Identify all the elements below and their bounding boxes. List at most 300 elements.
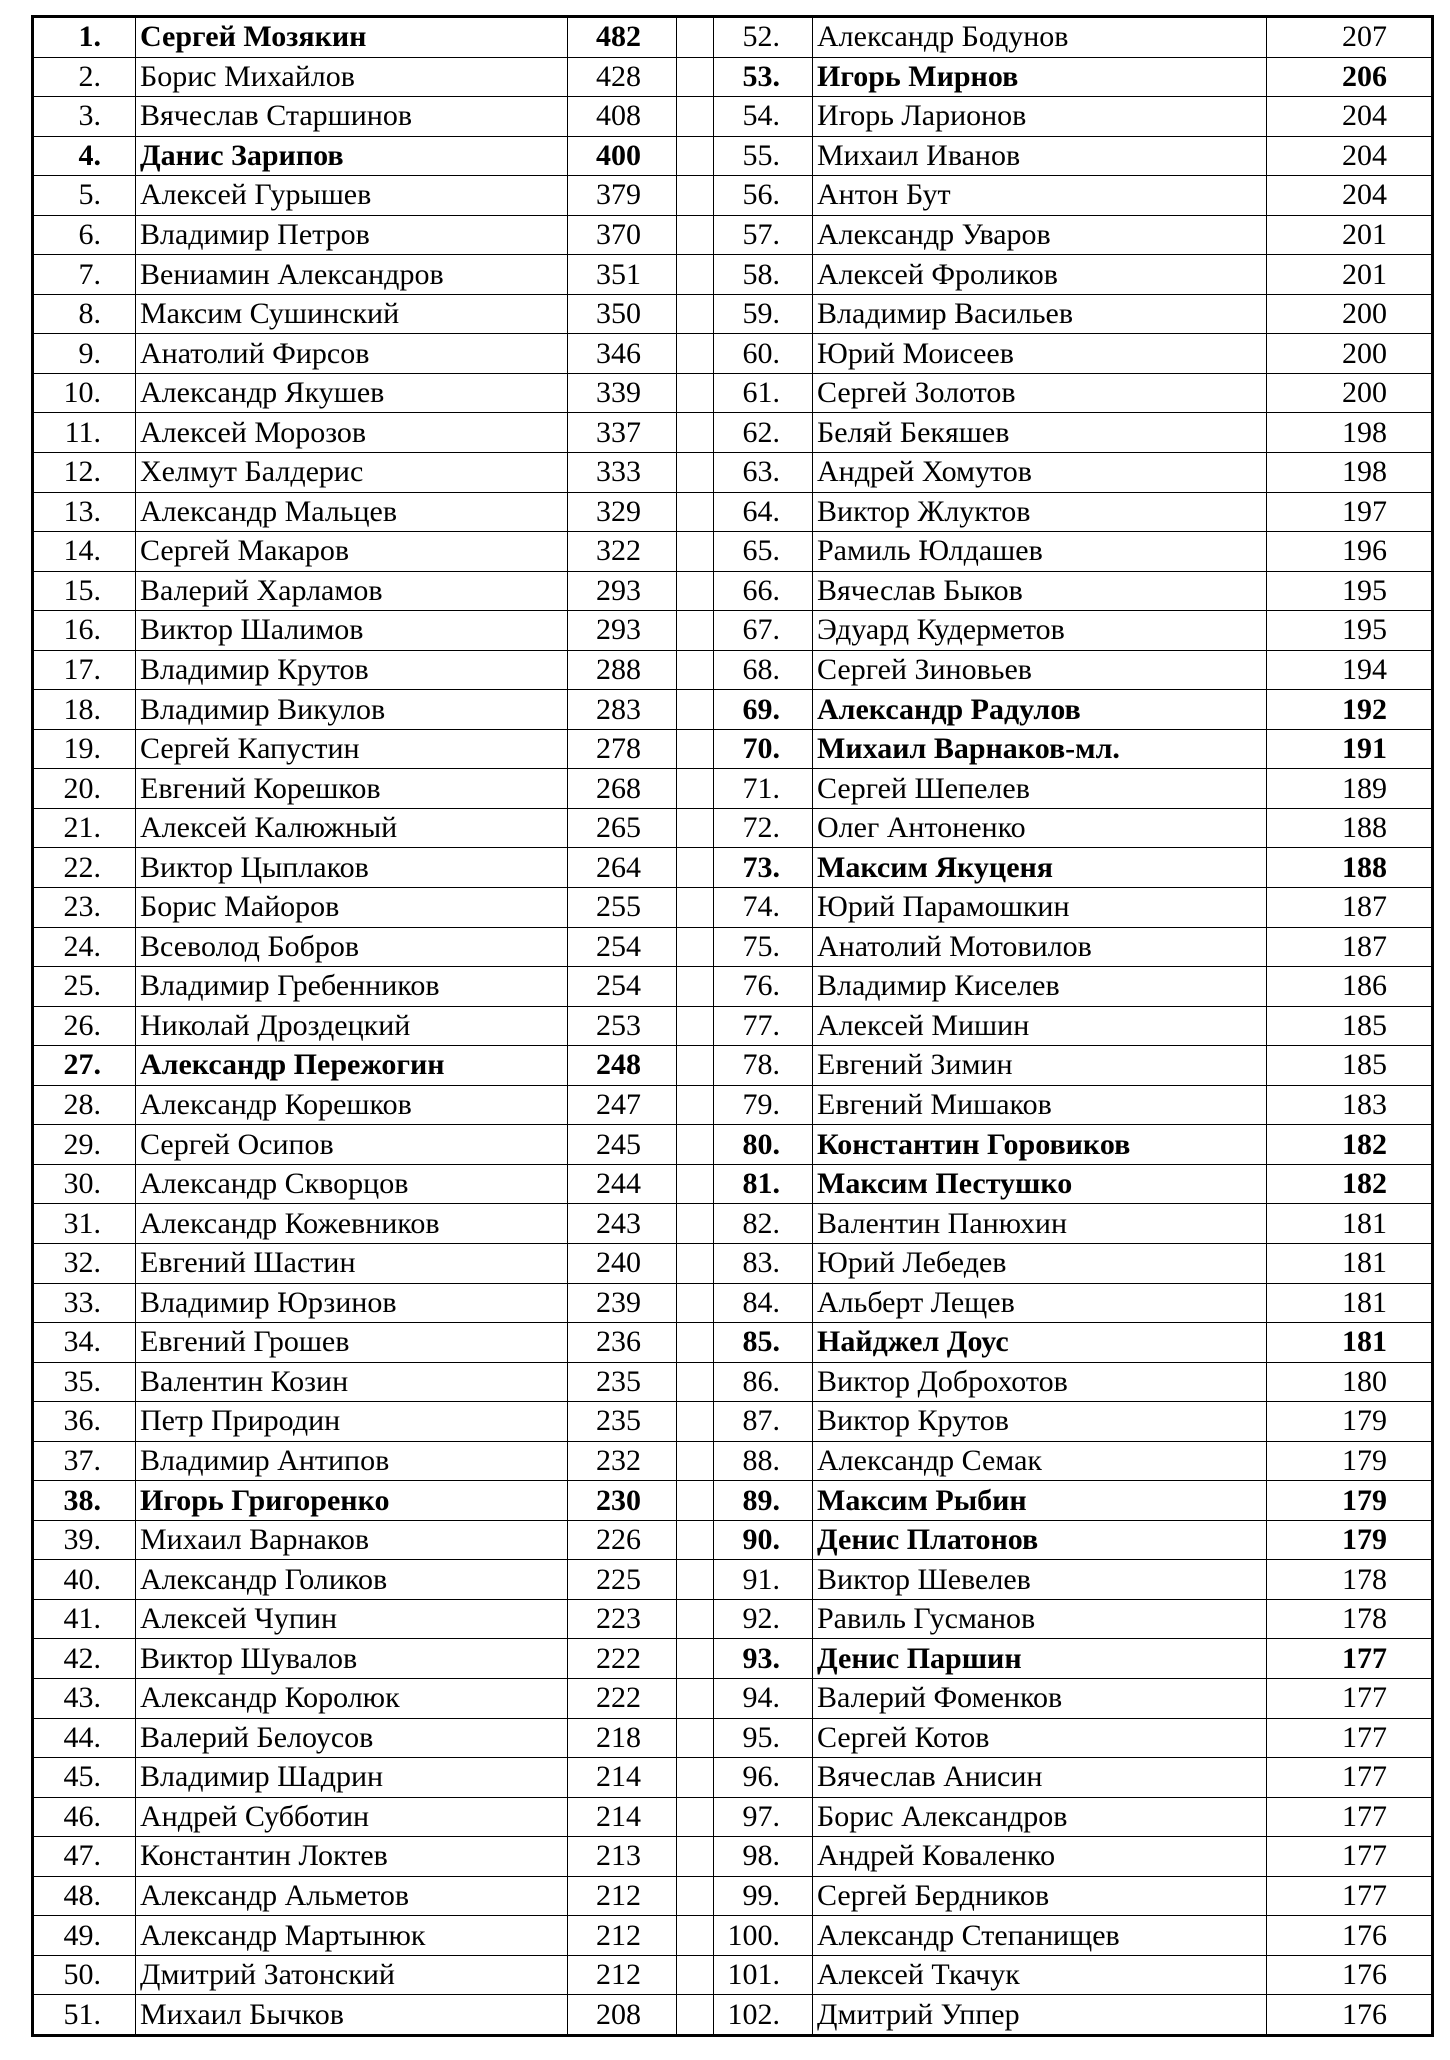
- right-rank-cell: 82.: [714, 1204, 813, 1244]
- right-rank-cell: 91.: [714, 1560, 813, 1600]
- table-row: [33, 808, 1433, 848]
- column-gap-cell: [677, 729, 714, 769]
- column-gap-cell: [677, 17, 714, 58]
- column-gap-cell: [677, 1204, 714, 1244]
- right-name-cell: Сергей Котов: [813, 1718, 1267, 1758]
- left-name-cell: Владимир Антипов: [136, 1441, 568, 1481]
- left-name-cell: Алексей Калюжный: [136, 808, 568, 848]
- left-score-cell: 222: [568, 1678, 677, 1718]
- right-name-cell: Вячеслав Анисин: [813, 1758, 1267, 1798]
- right-score-cell: 183: [1267, 1085, 1433, 1125]
- right-rank-cell: 56.: [714, 176, 813, 216]
- table-row: [33, 1243, 1433, 1283]
- left-score-cell: 255: [568, 888, 677, 928]
- left-score-cell: 245: [568, 1125, 677, 1165]
- table-row: [33, 176, 1433, 216]
- right-rank-cell: 94.: [714, 1678, 813, 1718]
- right-rank-cell: 88.: [714, 1441, 813, 1481]
- right-score-cell: 204: [1267, 176, 1433, 216]
- table-row: [33, 532, 1433, 572]
- left-score-cell: 350: [568, 294, 677, 334]
- table-row: [33, 1995, 1433, 2036]
- right-score-cell: 196: [1267, 532, 1433, 572]
- left-score-cell: 212: [568, 1916, 677, 1956]
- table-row: [33, 255, 1433, 295]
- right-name-cell: Рамиль Юлдашев: [813, 532, 1267, 572]
- left-score-cell: 293: [568, 611, 677, 651]
- table-row: [33, 729, 1433, 769]
- right-rank-cell: 92.: [714, 1599, 813, 1639]
- left-rank-cell: 48.: [33, 1876, 136, 1916]
- right-name-cell: Виктор Доброхотов: [813, 1362, 1267, 1402]
- right-rank-cell: 53.: [714, 57, 813, 97]
- left-score-cell: 235: [568, 1362, 677, 1402]
- left-rank-cell: 9.: [33, 334, 136, 374]
- left-score-cell: 240: [568, 1243, 677, 1283]
- table-row: [33, 1164, 1433, 1204]
- right-score-cell: 176: [1267, 1995, 1433, 2036]
- right-score-cell: 181: [1267, 1283, 1433, 1323]
- column-gap-cell: [677, 1678, 714, 1718]
- table-row: [33, 1362, 1433, 1402]
- left-score-cell: 293: [568, 571, 677, 611]
- left-score-cell: 379: [568, 176, 677, 216]
- left-rank-cell: 15.: [33, 571, 136, 611]
- left-name-cell: Александр Пережогин: [136, 1046, 568, 1086]
- right-name-cell: Альберт Лещев: [813, 1283, 1267, 1323]
- left-rank-cell: 41.: [33, 1599, 136, 1639]
- right-rank-cell: 58.: [714, 255, 813, 295]
- right-name-cell: Алексей Мишин: [813, 1006, 1267, 1046]
- right-rank-cell: 54.: [714, 97, 813, 137]
- right-name-cell: Беляй Бекяшев: [813, 413, 1267, 453]
- left-rank-cell: 35.: [33, 1362, 136, 1402]
- right-rank-cell: 52.: [714, 17, 813, 58]
- left-name-cell: Владимир Шадрин: [136, 1758, 568, 1798]
- table-row: [33, 215, 1433, 255]
- left-name-cell: Владимир Петров: [136, 215, 568, 255]
- table-row: [33, 1560, 1433, 1600]
- left-score-cell: 264: [568, 848, 677, 888]
- right-rank-cell: 97.: [714, 1797, 813, 1837]
- right-score-cell: 181: [1267, 1243, 1433, 1283]
- right-rank-cell: 78.: [714, 1046, 813, 1086]
- column-gap-cell: [677, 255, 714, 295]
- left-rank-cell: 19.: [33, 729, 136, 769]
- right-score-cell: 187: [1267, 888, 1433, 928]
- right-name-cell: Алексей Ткачук: [813, 1955, 1267, 1995]
- right-score-cell: 182: [1267, 1125, 1433, 1165]
- table-row: [33, 650, 1433, 690]
- table-row: [33, 967, 1433, 1007]
- right-name-cell: Денис Платонов: [813, 1520, 1267, 1560]
- right-name-cell: Александр Бодунов: [813, 17, 1267, 58]
- column-gap-cell: [677, 571, 714, 611]
- left-score-cell: 337: [568, 413, 677, 453]
- left-name-cell: Александр Королюк: [136, 1678, 568, 1718]
- left-score-cell: 265: [568, 808, 677, 848]
- left-name-cell: Александр Мартынюк: [136, 1916, 568, 1956]
- column-gap-cell: [677, 1362, 714, 1402]
- right-name-cell: Эдуард Кудерметов: [813, 611, 1267, 651]
- left-score-cell: 214: [568, 1797, 677, 1837]
- left-score-cell: 482: [568, 17, 677, 58]
- left-score-cell: 329: [568, 492, 677, 532]
- left-name-cell: Петр Природин: [136, 1402, 568, 1442]
- right-name-cell: Александр Радулов: [813, 690, 1267, 730]
- table-body: [33, 17, 1433, 2036]
- right-name-cell: Алексей Фроликов: [813, 255, 1267, 295]
- left-rank-cell: 4.: [33, 136, 136, 176]
- right-rank-cell: 65.: [714, 532, 813, 572]
- right-score-cell: 201: [1267, 215, 1433, 255]
- left-rank-cell: 22.: [33, 848, 136, 888]
- right-score-cell: 177: [1267, 1876, 1433, 1916]
- left-name-cell: Борис Михайлов: [136, 57, 568, 97]
- right-score-cell: 200: [1267, 334, 1433, 374]
- column-gap-cell: [677, 1837, 714, 1877]
- left-score-cell: 222: [568, 1639, 677, 1679]
- right-score-cell: 182: [1267, 1164, 1433, 1204]
- table-row: [33, 1402, 1433, 1442]
- column-gap-cell: [677, 57, 714, 97]
- left-name-cell: Алексей Морозов: [136, 413, 568, 453]
- table-row: [33, 1599, 1433, 1639]
- left-score-cell: 212: [568, 1955, 677, 1995]
- left-score-cell: 346: [568, 334, 677, 374]
- right-name-cell: Сергей Шепелев: [813, 769, 1267, 809]
- right-rank-cell: 61.: [714, 373, 813, 413]
- right-name-cell: Евгений Мишаков: [813, 1085, 1267, 1125]
- table-row: [33, 1639, 1433, 1679]
- right-score-cell: 200: [1267, 294, 1433, 334]
- right-rank-cell: 96.: [714, 1758, 813, 1798]
- right-name-cell: Сергей Золотов: [813, 373, 1267, 413]
- left-rank-cell: 5.: [33, 176, 136, 216]
- right-score-cell: 179: [1267, 1481, 1433, 1521]
- right-score-cell: 195: [1267, 611, 1433, 651]
- right-name-cell: Виктор Жлуктов: [813, 492, 1267, 532]
- left-name-cell: Сергей Мозякин: [136, 17, 568, 58]
- right-score-cell: 187: [1267, 927, 1433, 967]
- left-score-cell: 226: [568, 1520, 677, 1560]
- column-gap-cell: [677, 1441, 714, 1481]
- column-gap-cell: [677, 1520, 714, 1560]
- table-row: [33, 136, 1433, 176]
- left-rank-cell: 24.: [33, 927, 136, 967]
- right-score-cell: 185: [1267, 1046, 1433, 1086]
- left-score-cell: 351: [568, 255, 677, 295]
- right-rank-cell: 64.: [714, 492, 813, 532]
- column-gap-cell: [677, 1639, 714, 1679]
- right-rank-cell: 72.: [714, 808, 813, 848]
- right-name-cell: Валентин Панюхин: [813, 1204, 1267, 1244]
- table-row: [33, 492, 1433, 532]
- left-name-cell: Алексей Гурышев: [136, 176, 568, 216]
- left-name-cell: Виктор Цыплаков: [136, 848, 568, 888]
- column-gap-cell: [677, 888, 714, 928]
- column-gap-cell: [677, 1164, 714, 1204]
- column-gap-cell: [677, 1125, 714, 1165]
- column-gap-cell: [677, 1006, 714, 1046]
- left-score-cell: 408: [568, 97, 677, 137]
- column-gap-cell: [677, 1876, 714, 1916]
- column-gap-cell: [677, 532, 714, 572]
- left-name-cell: Владимир Викулов: [136, 690, 568, 730]
- left-rank-cell: 11.: [33, 413, 136, 453]
- right-rank-cell: 63.: [714, 453, 813, 493]
- right-rank-cell: 74.: [714, 888, 813, 928]
- left-rank-cell: 28.: [33, 1085, 136, 1125]
- left-name-cell: Хелмут Балдерис: [136, 453, 568, 493]
- left-rank-cell: 36.: [33, 1402, 136, 1442]
- right-name-cell: Найджел Доус: [813, 1323, 1267, 1363]
- left-score-cell: 213: [568, 1837, 677, 1877]
- right-score-cell: 200: [1267, 373, 1433, 413]
- right-name-cell: Борис Александров: [813, 1797, 1267, 1837]
- left-rank-cell: 23.: [33, 888, 136, 928]
- left-name-cell: Дмитрий Затонский: [136, 1955, 568, 1995]
- right-score-cell: 188: [1267, 808, 1433, 848]
- left-rank-cell: 49.: [33, 1916, 136, 1956]
- left-rank-cell: 6.: [33, 215, 136, 255]
- table-row: [33, 1283, 1433, 1323]
- left-name-cell: Евгений Грошев: [136, 1323, 568, 1363]
- right-rank-cell: 70.: [714, 729, 813, 769]
- table-row: [33, 373, 1433, 413]
- left-rank-cell: 25.: [33, 967, 136, 1007]
- left-rank-cell: 37.: [33, 1441, 136, 1481]
- column-gap-cell: [677, 215, 714, 255]
- column-gap-cell: [677, 97, 714, 137]
- left-name-cell: Валерий Харламов: [136, 571, 568, 611]
- left-rank-cell: 20.: [33, 769, 136, 809]
- left-rank-cell: 10.: [33, 373, 136, 413]
- column-gap-cell: [677, 927, 714, 967]
- right-score-cell: 177: [1267, 1639, 1433, 1679]
- right-rank-cell: 66.: [714, 571, 813, 611]
- right-rank-cell: 84.: [714, 1283, 813, 1323]
- left-rank-cell: 40.: [33, 1560, 136, 1600]
- right-name-cell: Александр Степанищев: [813, 1916, 1267, 1956]
- left-rank-cell: 50.: [33, 1955, 136, 1995]
- table-row: [33, 97, 1433, 137]
- left-score-cell: 235: [568, 1402, 677, 1442]
- left-name-cell: Александр Голиков: [136, 1560, 568, 1600]
- left-name-cell: Александр Альметов: [136, 1876, 568, 1916]
- column-gap-cell: [677, 1481, 714, 1521]
- left-name-cell: Александр Якушев: [136, 373, 568, 413]
- right-rank-cell: 67.: [714, 611, 813, 651]
- column-gap-cell: [677, 334, 714, 374]
- right-name-cell: Сергей Бердников: [813, 1876, 1267, 1916]
- left-rank-cell: 46.: [33, 1797, 136, 1837]
- right-rank-cell: 73.: [714, 848, 813, 888]
- left-name-cell: Евгений Корешков: [136, 769, 568, 809]
- right-name-cell: Владимир Киселев: [813, 967, 1267, 1007]
- column-gap-cell: [677, 769, 714, 809]
- right-rank-cell: 60.: [714, 334, 813, 374]
- table-row: [33, 690, 1433, 730]
- right-name-cell: Юрий Лебедев: [813, 1243, 1267, 1283]
- right-score-cell: 178: [1267, 1560, 1433, 1600]
- column-gap-cell: [677, 690, 714, 730]
- right-rank-cell: 76.: [714, 967, 813, 1007]
- right-rank-cell: 68.: [714, 650, 813, 690]
- left-score-cell: 254: [568, 927, 677, 967]
- left-name-cell: Константин Локтев: [136, 1837, 568, 1877]
- table-row: [33, 888, 1433, 928]
- left-rank-cell: 45.: [33, 1758, 136, 1798]
- right-name-cell: Владимир Васильев: [813, 294, 1267, 334]
- right-rank-cell: 83.: [714, 1243, 813, 1283]
- table-row: [33, 1125, 1433, 1165]
- right-name-cell: Юрий Моисеев: [813, 334, 1267, 374]
- left-rank-cell: 21.: [33, 808, 136, 848]
- column-gap-cell: [677, 1758, 714, 1798]
- left-name-cell: Николай Дроздецкий: [136, 1006, 568, 1046]
- right-score-cell: 204: [1267, 136, 1433, 176]
- left-rank-cell: 12.: [33, 453, 136, 493]
- right-score-cell: 195: [1267, 571, 1433, 611]
- right-name-cell: Максим Пестушко: [813, 1164, 1267, 1204]
- table-row: [33, 1520, 1433, 1560]
- left-name-cell: Михаил Бычков: [136, 1995, 568, 2036]
- left-name-cell: Валерий Белоусов: [136, 1718, 568, 1758]
- right-score-cell: 179: [1267, 1441, 1433, 1481]
- left-rank-cell: 44.: [33, 1718, 136, 1758]
- right-score-cell: 197: [1267, 492, 1433, 532]
- right-rank-cell: 69.: [714, 690, 813, 730]
- right-name-cell: Вячеслав Быков: [813, 571, 1267, 611]
- left-rank-cell: 34.: [33, 1323, 136, 1363]
- table-row: [33, 848, 1433, 888]
- left-rank-cell: 32.: [33, 1243, 136, 1283]
- left-name-cell: Владимир Гребенников: [136, 967, 568, 1007]
- table-row: [33, 1758, 1433, 1798]
- left-rank-cell: 8.: [33, 294, 136, 334]
- right-score-cell: 177: [1267, 1797, 1433, 1837]
- left-rank-cell: 2.: [33, 57, 136, 97]
- left-score-cell: 236: [568, 1323, 677, 1363]
- table-row: [33, 1006, 1433, 1046]
- table-row: [33, 413, 1433, 453]
- right-rank-cell: 62.: [714, 413, 813, 453]
- table-row: [33, 17, 1433, 58]
- column-gap-cell: [677, 294, 714, 334]
- table-row: [33, 1046, 1433, 1086]
- column-gap-cell: [677, 1995, 714, 2036]
- table-row: [33, 57, 1433, 97]
- right-rank-cell: 85.: [714, 1323, 813, 1363]
- right-score-cell: 181: [1267, 1204, 1433, 1244]
- right-score-cell: 192: [1267, 690, 1433, 730]
- left-name-cell: Сергей Осипов: [136, 1125, 568, 1165]
- column-gap-cell: [677, 1916, 714, 1956]
- table-row: [33, 1678, 1433, 1718]
- left-name-cell: Андрей Субботин: [136, 1797, 568, 1837]
- right-rank-cell: 57.: [714, 215, 813, 255]
- column-gap-cell: [677, 611, 714, 651]
- left-name-cell: Валентин Козин: [136, 1362, 568, 1402]
- right-name-cell: Игорь Ларионов: [813, 97, 1267, 137]
- table-row: [33, 927, 1433, 967]
- left-score-cell: 225: [568, 1560, 677, 1600]
- left-rank-cell: 29.: [33, 1125, 136, 1165]
- left-name-cell: Александр Корешков: [136, 1085, 568, 1125]
- left-score-cell: 218: [568, 1718, 677, 1758]
- right-rank-cell: 86.: [714, 1362, 813, 1402]
- left-rank-cell: 7.: [33, 255, 136, 295]
- left-score-cell: 283: [568, 690, 677, 730]
- right-name-cell: Михаил Варнаков-мл.: [813, 729, 1267, 769]
- left-score-cell: 230: [568, 1481, 677, 1521]
- right-score-cell: 176: [1267, 1916, 1433, 1956]
- right-rank-cell: 55.: [714, 136, 813, 176]
- scorers-table: [31, 15, 1434, 2037]
- right-rank-cell: 59.: [714, 294, 813, 334]
- left-score-cell: 243: [568, 1204, 677, 1244]
- left-rank-cell: 3.: [33, 97, 136, 137]
- table-row: [33, 1204, 1433, 1244]
- left-name-cell: Данис Зарипов: [136, 136, 568, 176]
- column-gap-cell: [677, 492, 714, 532]
- left-score-cell: 214: [568, 1758, 677, 1798]
- left-name-cell: Алексей Чупин: [136, 1599, 568, 1639]
- right-name-cell: Александр Уваров: [813, 215, 1267, 255]
- column-gap-cell: [677, 848, 714, 888]
- column-gap-cell: [677, 808, 714, 848]
- left-rank-cell: 51.: [33, 1995, 136, 2036]
- left-score-cell: 400: [568, 136, 677, 176]
- right-rank-cell: 93.: [714, 1639, 813, 1679]
- left-score-cell: 370: [568, 215, 677, 255]
- table-row: [33, 1085, 1433, 1125]
- left-name-cell: Евгений Шастин: [136, 1243, 568, 1283]
- right-score-cell: 191: [1267, 729, 1433, 769]
- right-name-cell: Максим Рыбин: [813, 1481, 1267, 1521]
- column-gap-cell: [677, 1718, 714, 1758]
- table-row: [33, 1876, 1433, 1916]
- right-name-cell: Юрий Парамошкин: [813, 888, 1267, 928]
- right-name-cell: Виктор Шевелев: [813, 1560, 1267, 1600]
- table-row: [33, 1441, 1433, 1481]
- right-score-cell: 177: [1267, 1758, 1433, 1798]
- right-name-cell: Олег Антоненко: [813, 808, 1267, 848]
- left-name-cell: Игорь Григоренко: [136, 1481, 568, 1521]
- right-name-cell: Антон Бут: [813, 176, 1267, 216]
- right-name-cell: Денис Паршин: [813, 1639, 1267, 1679]
- right-score-cell: 177: [1267, 1837, 1433, 1877]
- right-rank-cell: 101.: [714, 1955, 813, 1995]
- right-score-cell: 181: [1267, 1323, 1433, 1363]
- right-name-cell: Андрей Хомутов: [813, 453, 1267, 493]
- left-name-cell: Максим Сушинский: [136, 294, 568, 334]
- right-rank-cell: 80.: [714, 1125, 813, 1165]
- left-rank-cell: 26.: [33, 1006, 136, 1046]
- left-name-cell: Всеволод Бобров: [136, 927, 568, 967]
- right-score-cell: 207: [1267, 17, 1433, 58]
- table-row: [33, 1718, 1433, 1758]
- right-score-cell: 177: [1267, 1678, 1433, 1718]
- column-gap-cell: [677, 136, 714, 176]
- right-score-cell: 178: [1267, 1599, 1433, 1639]
- column-gap-cell: [677, 650, 714, 690]
- left-name-cell: Сергей Макаров: [136, 532, 568, 572]
- right-name-cell: Равиль Гусманов: [813, 1599, 1267, 1639]
- table-row: [33, 1797, 1433, 1837]
- right-score-cell: 179: [1267, 1402, 1433, 1442]
